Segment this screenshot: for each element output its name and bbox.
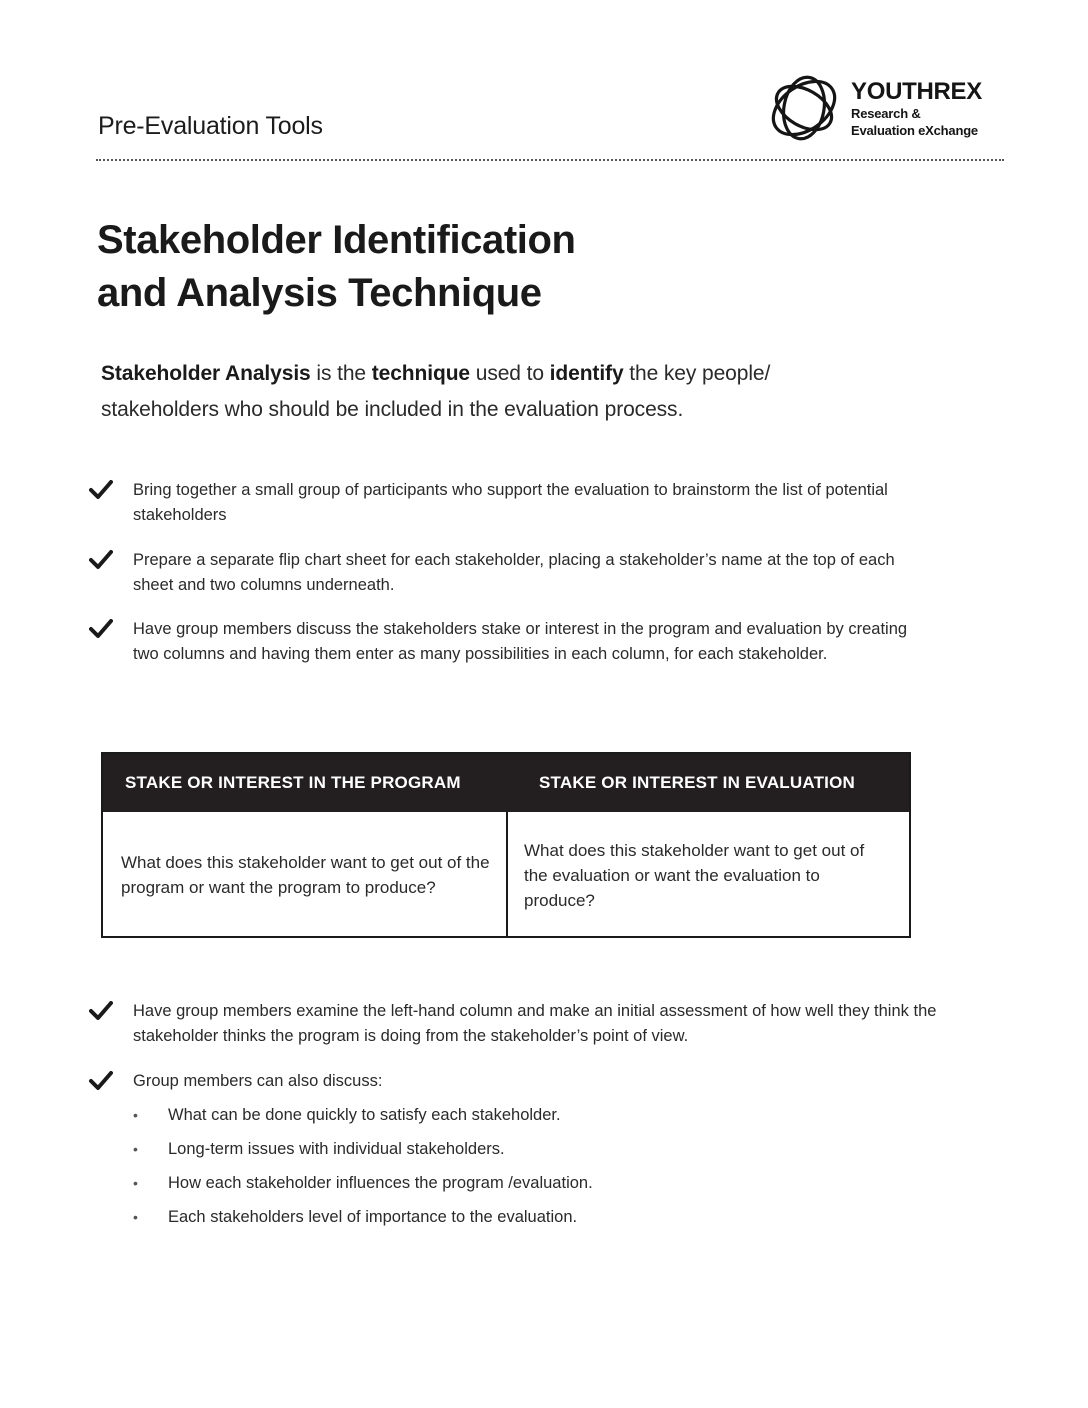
step-text: Prepare a separate flip chart sheet for each stakeholder, placing a stakeholder’s name at the top of each sheet and two columns underneath. [133,551,895,594]
intro-text-1: is the [310,362,372,385]
bullet-marker: • [133,1107,138,1123]
table-cell-program: What does this stakeholder want to get out of the program or want the program to produce? [121,853,490,897]
sub-list-item [133,1166,833,1200]
sub-list-item [133,1098,833,1132]
discussion-sub-list [133,1098,833,1234]
step-text: Have group members examine the left-hand column and make an initial assessment of how well they think the stakeholder thinks the program is doing from the stakeholder’s point of view. [133,1002,937,1045]
table-column-divider [506,812,508,938]
intro-text-3: the key people/ [623,362,771,385]
intro-paragraph [101,356,981,428]
step-text: Bring together a small group of participants who support the evaluation to brainstorm the list of potential stakeholders [133,481,888,524]
title-line-2: and Analysis Technique [97,271,542,315]
table-header-program: STAKE OR INTEREST IN THE PROGRAM [125,773,461,792]
table-header-evaluation: STAKE OR INTEREST IN EVALUATION [539,773,855,792]
section-label: Pre-Evaluation Tools [98,112,323,140]
orbit-logo-icon [766,72,842,144]
bullet-marker: • [133,1141,138,1157]
checkmark-icon [89,550,113,570]
logo-tagline-line2: Evaluation eXchange [851,123,978,138]
checkmark-icon [89,619,113,639]
intro-text-2: used to [470,362,550,385]
intro-bold-2: identify [549,362,624,385]
table-cell-evaluation: What does this stakeholder want to get out of the evaluation or want the evaluation to produce? [524,841,865,910]
intro-bold-1: technique [371,362,470,385]
step-text: Group members can also discuss: [133,1072,383,1090]
intro-term: Stakeholder Analysis [101,362,311,385]
sub-list-text: Each stakeholders level of importance to the evaluation. [168,1208,578,1226]
sub-list-text: Long-term issues with individual stakeholders. [168,1140,505,1158]
header-divider [96,159,1004,161]
sub-list-text: How each stakeholder influences the program /evaluation. [168,1174,593,1192]
table-header-row [103,754,909,812]
sub-list-item [133,1200,833,1234]
checkmark-icon [89,480,113,500]
intro-line-2: stakeholders who should be included in the evaluation process. [101,398,684,421]
step-text: Have group members discuss the stakeholders stake or interest in the program and evaluation by creating two columns and having them enter as many possibilities in each column, for each stakeholder. [133,620,908,663]
bullet-marker: • [133,1175,138,1191]
stake-table [101,752,911,938]
sub-list-item [133,1132,833,1166]
bullet-marker: • [133,1209,138,1225]
title-line-1: Stakeholder Identification [97,218,576,262]
logo-name: YOUTHREX [851,78,982,105]
sub-list-text: What can be done quickly to satisfy each stakeholder. [168,1106,561,1124]
logo-tagline-line1: Research & [851,106,921,121]
youthrex-logo [766,72,1006,144]
page-title [97,214,797,320]
checkmark-icon [89,1001,113,1021]
checkmark-icon [89,1071,113,1091]
